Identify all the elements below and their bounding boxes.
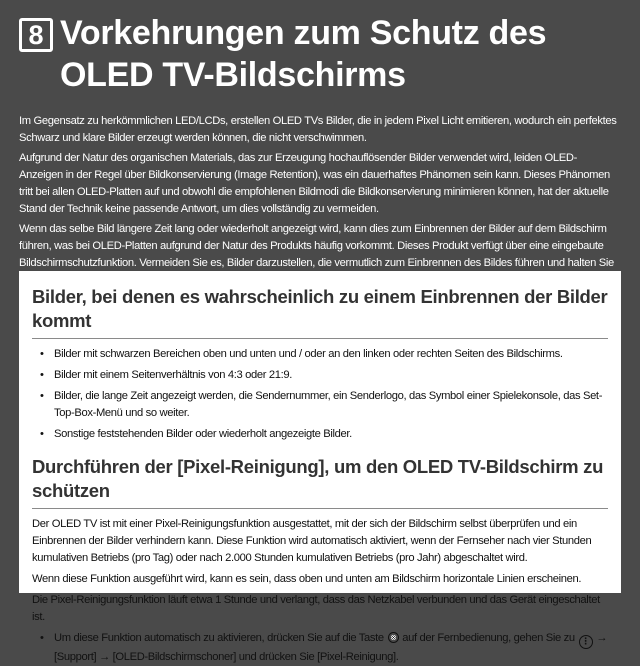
instruction-text: → [Support] → [OLED-Bildschirmschoner] und drücken Sie [Pixel-Reinigung]. [54, 632, 608, 663]
intro-text [19, 113, 619, 292]
section-number-badge: 8 [19, 18, 53, 52]
pixel-cleaning-heading: Durchführen der [Pixel-Reinigung], um den OLED TV-Bildschirm zu schützen [32, 456, 604, 501]
intro-paragraph: Im Gegensatz zu herkömmlichen LED/LCDs, erstellen OLED TVs Bilder, die in jedem Pixel Licht emitieren, wodurch ein perfektes Schwarz und klare Bilder erzeugt werden können, die nicht verschwimmen. [19, 115, 617, 144]
pixel-cleaning-paragraph: Der OLED TV ist mit einer Pixel-Reinigungsfunktion ausgestattet, mit der sich der Bildschirm selbst überprüfen und ein Einbrennen der Bilder verhindern kann. Diese Funktion wird automatisch aktiviert, wenn der Fernseher nach vier Stunden kumulativen Betriebs (pro Tag) oder nach 2.000 Stunden kumulativen Betriebs (pro Jahr) abgeschaltet wird. [32, 518, 592, 564]
bullet-icon: • [40, 632, 44, 644]
list-item-text: Bilder, die lange Zeit angezeigt werden, die Sendernummer, ein Senderlogo, das Symbol einer Spielekonsole, das Set-Top-Box-Menü und so weiter. [54, 390, 603, 419]
bullet-icon: • [40, 348, 44, 360]
page-title [60, 12, 546, 96]
intro-paragraph: Wenn das selbe Bild längere Zeit lang oder wiederholt angezeigt wird, kann dies zum Einbrennen der Bilder auf dem Bildschirm führen, was bei OLED-Platten aufgrund der Natur des Produkts häufig vorkommt. Dieses Produkt verfügt über eine eingebaute Bildschirmschutzfunktion. Vermeiden Sie es, Bilder darzustellen, die vermutlich zum Einbrennen des Bildes führen und halten Sie [19, 223, 614, 269]
bullet-icon: • [40, 369, 44, 381]
title-line-2: OLED TV-Bildschirms [60, 56, 406, 94]
list-item-text: Bilder mit einem Seitenverhältnis von 4:3 oder 21:9. [54, 369, 293, 381]
pixel-cleaning-paragraph: Die Pixel-Reinigungsfunktion läuft etwa 1 Stunde und verlangt, dass das Netzkabel verbunden und das Gerät eingeschaltet ist. [32, 594, 600, 623]
bullet-icon: • [40, 428, 44, 440]
title-line-1: Vorkehrungen zum Schutz des [60, 14, 547, 52]
more-options-icon: ⋮ [579, 635, 593, 649]
pixel-cleaning-paragraph: Wenn diese Funktion ausgeführt wird, kann es sein, dass oben und unten am Bildschirm horizontale Linien erscheinen. [32, 573, 582, 585]
divider [32, 508, 608, 509]
list-item [32, 426, 608, 443]
list-item-text: Sonstige feststehenden Bilder oder wiederholt angezeigte Bilder. [54, 428, 352, 440]
pixel-cleaning-section [32, 455, 608, 666]
burn-in-list [32, 346, 608, 443]
instruction-text: auf der Fernbedienung, gehen Sie zu [402, 632, 575, 644]
bullet-icon: • [40, 390, 44, 402]
divider [32, 338, 608, 339]
instruction-list [32, 630, 608, 666]
settings-button-icon [388, 632, 399, 643]
burn-in-heading: Bilder, bei denen es wahrscheinlich zu einem Einbrennen der Bilder kommt [32, 286, 608, 331]
list-item [32, 388, 608, 422]
list-item [32, 367, 608, 384]
info-panel [19, 271, 621, 663]
intro-paragraph: Aufgrund der Natur des organischen Materials, das zur Erzeugung hochauflösender Bilder verwendet wird, leiden OLED-Anzeigen in der Regel über Bildkonservierung (Image Retention), was ein dauerhaftes Phänomen sein kann. Dieses Phänomen tritt bei allen OLED-Platten auf und obwohl die empfohlenen Bildmodi die Bildkonservierung minimieren können, hat der aktuelle Stand der Technik keine passende Antwort, um dies vollständig zu vermeiden. [19, 152, 610, 215]
page-header [19, 12, 629, 96]
instruction-text: Um diese Funktion automatisch zu aktivieren, drücken Sie auf die Taste [54, 632, 384, 644]
list-item [32, 346, 608, 363]
list-item-text: Bilder mit schwarzen Bereichen oben und unten und / oder an den linken oder rechten Seiten des Bildschirms. [54, 348, 563, 360]
instruction-item [32, 630, 608, 666]
